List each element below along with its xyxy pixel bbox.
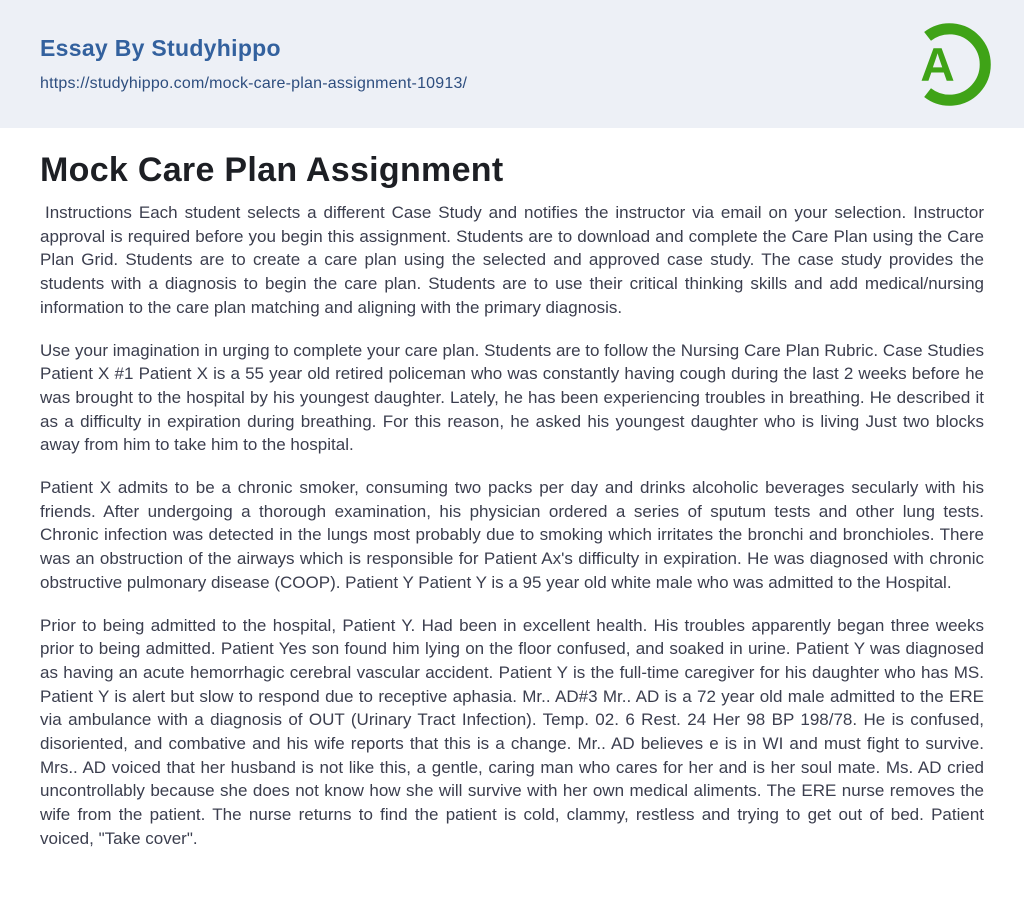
- paragraph-patient-y-and-mr-ad: Prior to being admitted to the hospital, Patient Y. Had been in excellent health. His troubles apparently began three weeks prior to being admitted. Patient Yes son found him lying on the floor confused, and soaked in urine. Patient Y was diagnosed as having an acute hemorrhagic cerebral vascular accident. Patient Y is the full-time caregiver for his daughter who has MS. Patient Y is alert but slow to respond due to receptive aphasia. Mr.. AD#3 Mr.. AD is a 72 year old male admitted to the ERE via ambulance with a diagnosis of OUT (Urinary Tract Infection). Temp. 02. 6 Rest. 24 Her 98 BP 198/78. He is confused, disoriented, and combative and his wife reports that this is a change. Mr.. AD believes e is in WI and must fight to survive. Mrs.. AD voiced that her husband is not like this, a gentle, caring man who cares for her and is her soul mate. Ms. AD cried uncontrollably because she does not know how she will survive with her own medical aliments. The ERE nurse removes the wife from the patient. The nurse returns to find the patient is cold, clammy, restless and trying to get out of bed. Patient voiced, "Take cover".: [40, 615, 984, 848]
- studyhippo-logo-icon: [907, 22, 992, 107]
- paragraph-patient-x-diagnosis: Patient X admits to be a chronic smoker, consuming two packs per day and drinks alcoholic beverages secularly with his friends. After undergoing a thorough examination, his physician ordered a series of sputum tests and other lung tests. Chronic infection was detected in the lungs most probably due to smoking which irritates the bronchi and bronchioles. There was an obstruction of the airways which is responsible for Patient Ax's difficulty in expiration. He was diagnosed with chronic obstructive pulmonary disease (COOP). Patient Y Patient Y is a 95 year old white male who was admitted to the Hospital.: [40, 478, 984, 592]
- header-text-block: [40, 35, 467, 93]
- paragraph-instructions: Instructions Each student selects a different Case Study and notifies the instructor via email on your selection. Instructor approval is required before you begin this assignment. Students are to download and complete the Care Plan using the Care Plan Grid. Students are to create a care plan using the selected and approved case study. The case study provides the students with a diagnosis to begin the care plan. Students are to use their critical thinking skills and add medical/nursing information to the care plan matching and aligning with the primary diagnosis.: [40, 203, 984, 317]
- page-header: [0, 0, 1024, 128]
- site-title: Essay By Studyhippo: [40, 35, 281, 61]
- paragraph-case-study-patient-x: Use your imagination in urging to complete your care plan. Students are to follow the Nursing Care Plan Rubric. Case Studies Patient X #1 Patient X is a 55 year old retired policeman who was constantly having cough during the last 2 weeks before he was brought to the hospital by his youngest daughter. Lately, he has been experiencing troubles in breathing. He described it as a difficulty in expiration during breathing. For this reason, he asked his youngest daughter who is living Just two blocks away from him to take him to the hospital.: [40, 340, 984, 455]
- logo-letter: A: [920, 38, 955, 92]
- article-content: [0, 151, 1024, 851]
- page-url-link[interactable]: https://studyhippo.com/mock-care-plan-assignment-10913/: [40, 75, 468, 92]
- article-title: Mock Care Plan Assignment: [40, 151, 504, 189]
